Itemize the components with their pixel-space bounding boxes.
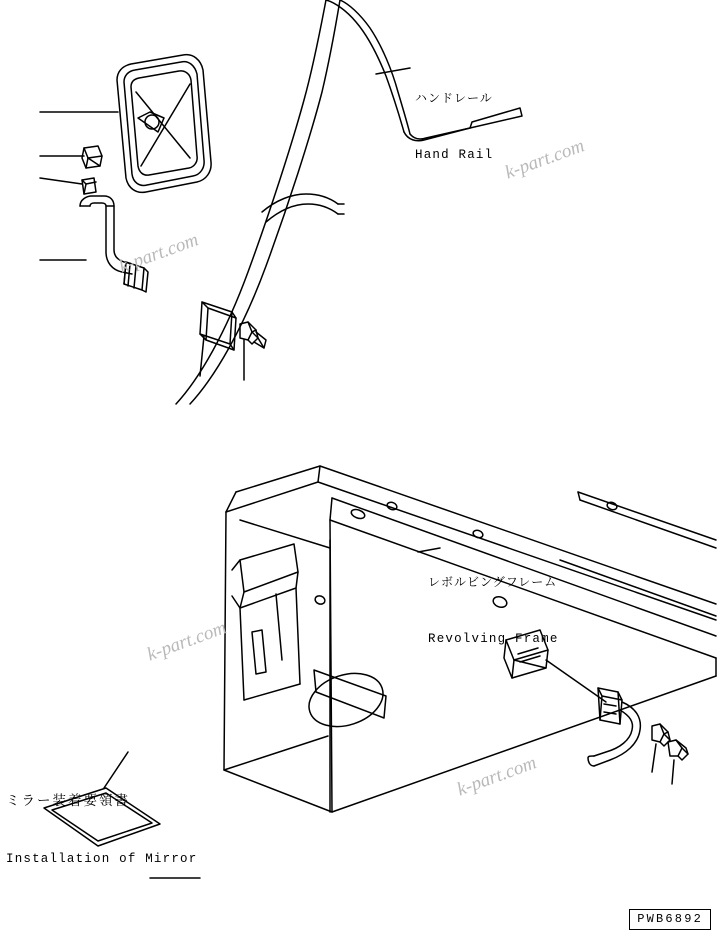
mirror-spacer-block xyxy=(82,178,96,194)
label-hand-rail-en: Hand Rail xyxy=(415,148,494,163)
label-installation-of-mirror xyxy=(6,752,197,908)
lower-mirror-bracket xyxy=(598,688,622,724)
label-revolving-frame xyxy=(428,534,559,688)
label-hand-rail xyxy=(415,50,493,204)
watermark: k-part.com xyxy=(116,229,202,278)
label-revolving-frame-en: Revolving Frame xyxy=(428,632,559,647)
bracket-leader-lines xyxy=(200,336,244,380)
label-installation-of-mirror-en: Installation of Mirror xyxy=(6,852,198,867)
rail-mount-bracket xyxy=(200,302,236,350)
label-installation-of-mirror-jp: ミラー装着要領書 xyxy=(6,792,130,809)
frame-bolt-a xyxy=(652,724,670,746)
mirror-clamp-block xyxy=(82,146,102,168)
part-number-box: PWB6892 xyxy=(629,909,711,930)
label-hand-rail-jp: ハンドレール xyxy=(415,90,493,105)
frame-bolt-leaders xyxy=(652,744,674,784)
watermark: k-part.com xyxy=(454,752,540,801)
watermark: k-part.com xyxy=(502,135,588,184)
label-revolving-frame-jp: レボルビングフレーム xyxy=(428,574,558,589)
mirror-head xyxy=(117,55,211,193)
frame-bolt-b xyxy=(668,740,688,760)
watermark: k-part.com xyxy=(144,617,230,666)
